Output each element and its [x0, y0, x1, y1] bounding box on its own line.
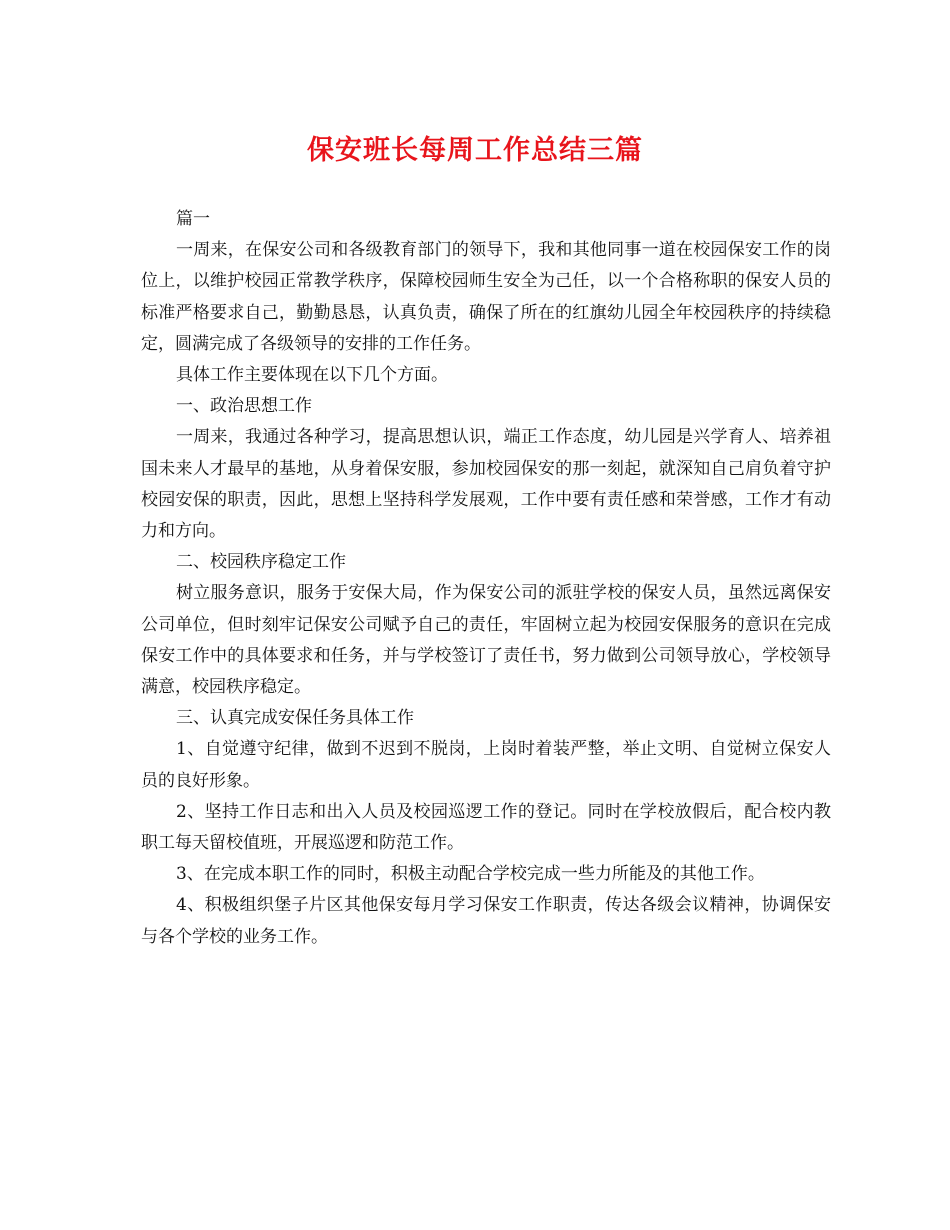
document-title: 保安班长每周工作总结三篇 — [307, 135, 643, 166]
paragraph-aspects: 具体工作主要体现在以下几个方面。 — [176, 365, 448, 386]
list-item-3: 3、在完成本职工作的同时，积极主动配合学校完成一些力所能及的其他工作。 — [176, 864, 765, 885]
section-heading-part-one: 篇一 — [176, 209, 210, 229]
list-item-1: 1、自觉遵守纪律，做到不迟到不脱岗，上岗时着装严整，举止文明、自觉树立保安人员的良好形象。 — [141, 739, 831, 791]
section-heading-tasks: 三、认真完成安保任务具体工作 — [176, 708, 414, 729]
list-item-2: 2、坚持工作日志和出入人员及校园巡逻工作的登记。同时在学校放假后，配合校内教职工每天留校值班，开展巡逻和防范工作。 — [141, 801, 831, 854]
section-heading-political: 一、政治思想工作 — [176, 396, 312, 417]
section-heading-order: 二、校园秩序稳定工作 — [176, 552, 346, 573]
paragraph-intro: 一周来，在保安公司和各级教育部门的领导下，我和其他同事一道在校园保安工作的岗位上，以维护校园正常教学秩序，保障校园师生安全为己任，以一个合格称职的保安人员的标准严格要求自己，勤勤恳恳，认真负责，确保了所在的红旗幼儿园全年校园秩序的持续稳定，圆满完成了各级领导的安排的工作任务。 — [141, 240, 831, 354]
paragraph-order: 树立服务意识，服务于安保大局，作为保安公司的派驻学校的保安人员，虽然远离保安公司单位，但时刻牢记保安公司赋予自己的责任，牢固树立起为校园安保服务的意识在完成保安工作中的具体要求和任务，并与学校签订了责任书，努力做到公司领导放心，学校领导满意，校园秩序稳定。 — [141, 583, 831, 698]
paragraph-political: 一周来，我通过各种学习，提高思想认识，端正工作态度，幼儿园是兴学育人、培养祖国未来人才最早的基地，从身着保安服，参加校园保安的那一刻起，就深知自己肩负着守护校园安保的职责，因此，思想上坚持科学发展观，工作中要有责任感和荣誉感，工作才有动力和方向。 — [141, 427, 831, 542]
document-body — [141, 204, 831, 953]
list-item-4: 4、积极组织堡子片区其他保安每月学习保安工作职责，传达各级会议精神，协调保安与各个学校的业务工作。 — [141, 895, 831, 947]
